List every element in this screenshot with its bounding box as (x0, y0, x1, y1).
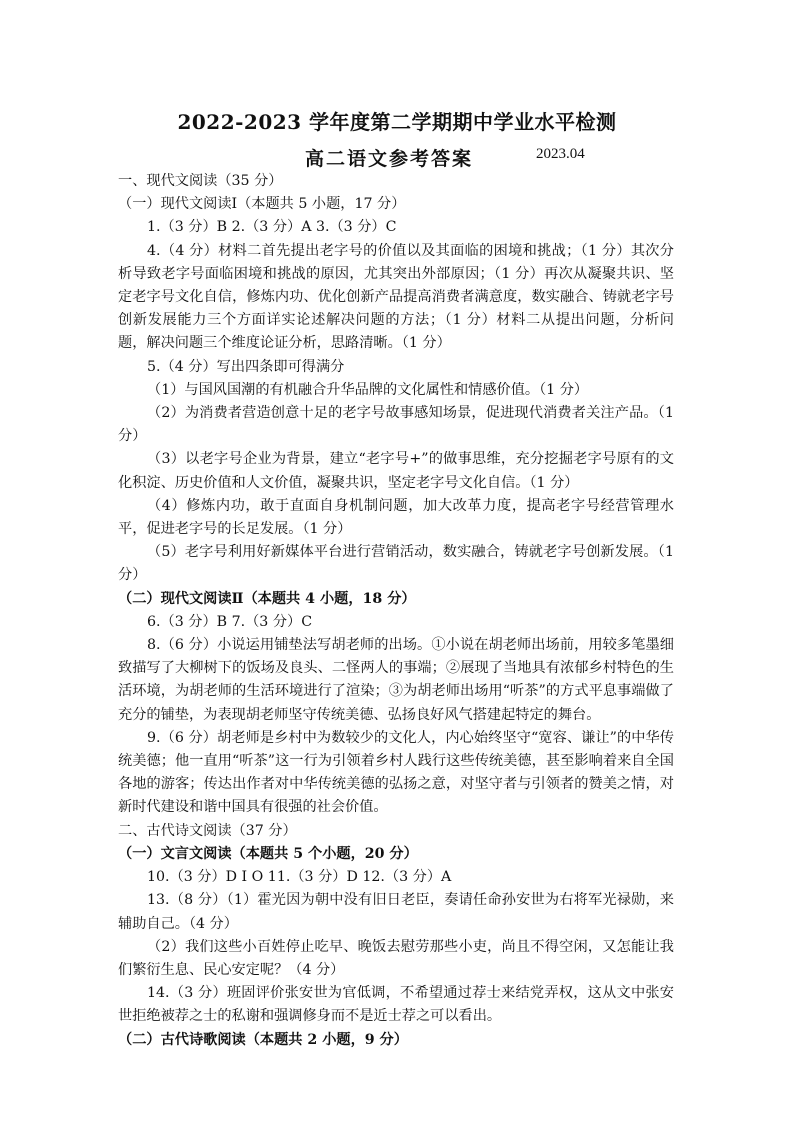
answer-line: 6.（3 分）B 7.（3 分）C (147, 613, 313, 630)
subsection-heading: （一）现代文阅读Ⅰ（本题共 5 小题，17 分） (118, 196, 406, 213)
section-heading: 一、现代文阅读（35 分） (118, 173, 283, 189)
document-subtitle: 高二语文参考答案 (305, 148, 474, 170)
answer-point: （3）以老字号企业为背景，建立“老字号+”的做事思维，充分挖掘老字号原有的文化积淀、历史价值和人文价值，凝聚共识，坚定老字号文化自信。（1 分） (118, 451, 674, 491)
document-title: 2022-2023 学年度第二学期期中学业水平检测 (177, 110, 617, 134)
subsection-heading: （二）现代文阅读Ⅱ（本题共 4 小题，18 分） (118, 590, 416, 607)
answer-paragraph: 14.（3 分）班固评价张安世为官低调，不希望通过荐士来结党弄权，这从文中张安世拒绝被荐之士的私谢和强调修身而不是近士荐之可以看出。 (118, 985, 674, 1025)
answer-body (118, 170, 674, 1052)
answer-point: （2）为消费者营造创意十足的老字号故事感知场景，促进现代消费者关注产品。（1 分） (118, 405, 674, 445)
answer-paragraph: 13.（8 分）（1）霍光因为朝中没有旧日老臣，奏请任命孙安世为右将军光禄勋，来辅助自己。（4 分） (118, 892, 674, 932)
answer-paragraph: 4.（4 分）材料二首先提出老字号的价值以及其面临的困境和挑战；（1 分）其次分析导致老字号面临困境和挑战的原因，尤其突出外部原因；（1 分）再次从凝聚共识、坚定老字号文化自信，修炼内功、优化创新产品提高消费者满意度，数实融合、铸就老字号创新发展能力三个方面详实论述解决问题的方法；（1 分）材料二从提出问题，分析问题，解决问题三个维度论证分析，思路清晰。（1 分） (118, 242, 674, 352)
answer-point: （4）修炼内功，敢于直面自身机制问题，加大改革力度，提高老字号经营管理水平，促进老字号的长足发展。（1 分） (118, 497, 674, 538)
subsection-heading: （二）古代诗歌阅读（本题共 2 小题，9 分） (118, 1031, 408, 1048)
answer-line: 1.（3 分）B 2.（3 分）A 3.（3 分）C (147, 219, 397, 236)
answer-line: 5.（4 分）写出四条即可得满分 (147, 358, 345, 375)
subsection-heading: （一）文言文阅读（本题共 5 个小题，20 分） (118, 845, 418, 862)
document-date: 2023.04 (536, 146, 585, 162)
answer-point: （5）老字号利用好新媒体平台进行营销活动，数实融合，铸就老字号创新发展。（1 分） (118, 544, 674, 584)
answer-paragraph: （2）我们这些小百姓停止吃早、晚饭去慰劳那些小吏，尚且不得空闲，又怎能让我们繁衍生息、民心安定呢？（4 分） (118, 938, 674, 978)
answer-paragraph: 8.（6 分）小说运用铺垫法写胡老师的出场。①小说在胡老师出场前，用较多笔墨细致描写了大柳树下的饭场及良头、二怪两人的事端；②展现了当地具有浓郁乡村特色的生活环境，为胡老师的生活环境进行了渲染；③为胡老师出场用“听茶”的方式平息事端做了充分的铺垫，为表现胡老师坚守传统美德、弘扬良好风气搭建起特定的舞台。 (118, 637, 674, 723)
answer-point: （1）与国风国潮的有机融合升华品牌的文化属性和情感价值。（1 分） (147, 381, 589, 398)
answer-line: 10.（3 分）D I O 11.（3 分）D 12.（3 分）A (147, 869, 452, 886)
section-heading: 二、古代诗文阅读（37 分） (118, 822, 297, 839)
answer-paragraph: 9.（6 分）胡老师是乡村中为数较少的文化人，内心始终坚守“宽容、谦让”的中华传统美德；他一直用“听茶”这一行为引领着乡村人践行这些传统美德，甚至影响着来自全国各地的游客；传达出作者对中华传统美德的弘扬之意，对坚守者与引领者的赞美之情，对新时代建设和谐中国具有很强的社会价值。 (118, 729, 674, 816)
